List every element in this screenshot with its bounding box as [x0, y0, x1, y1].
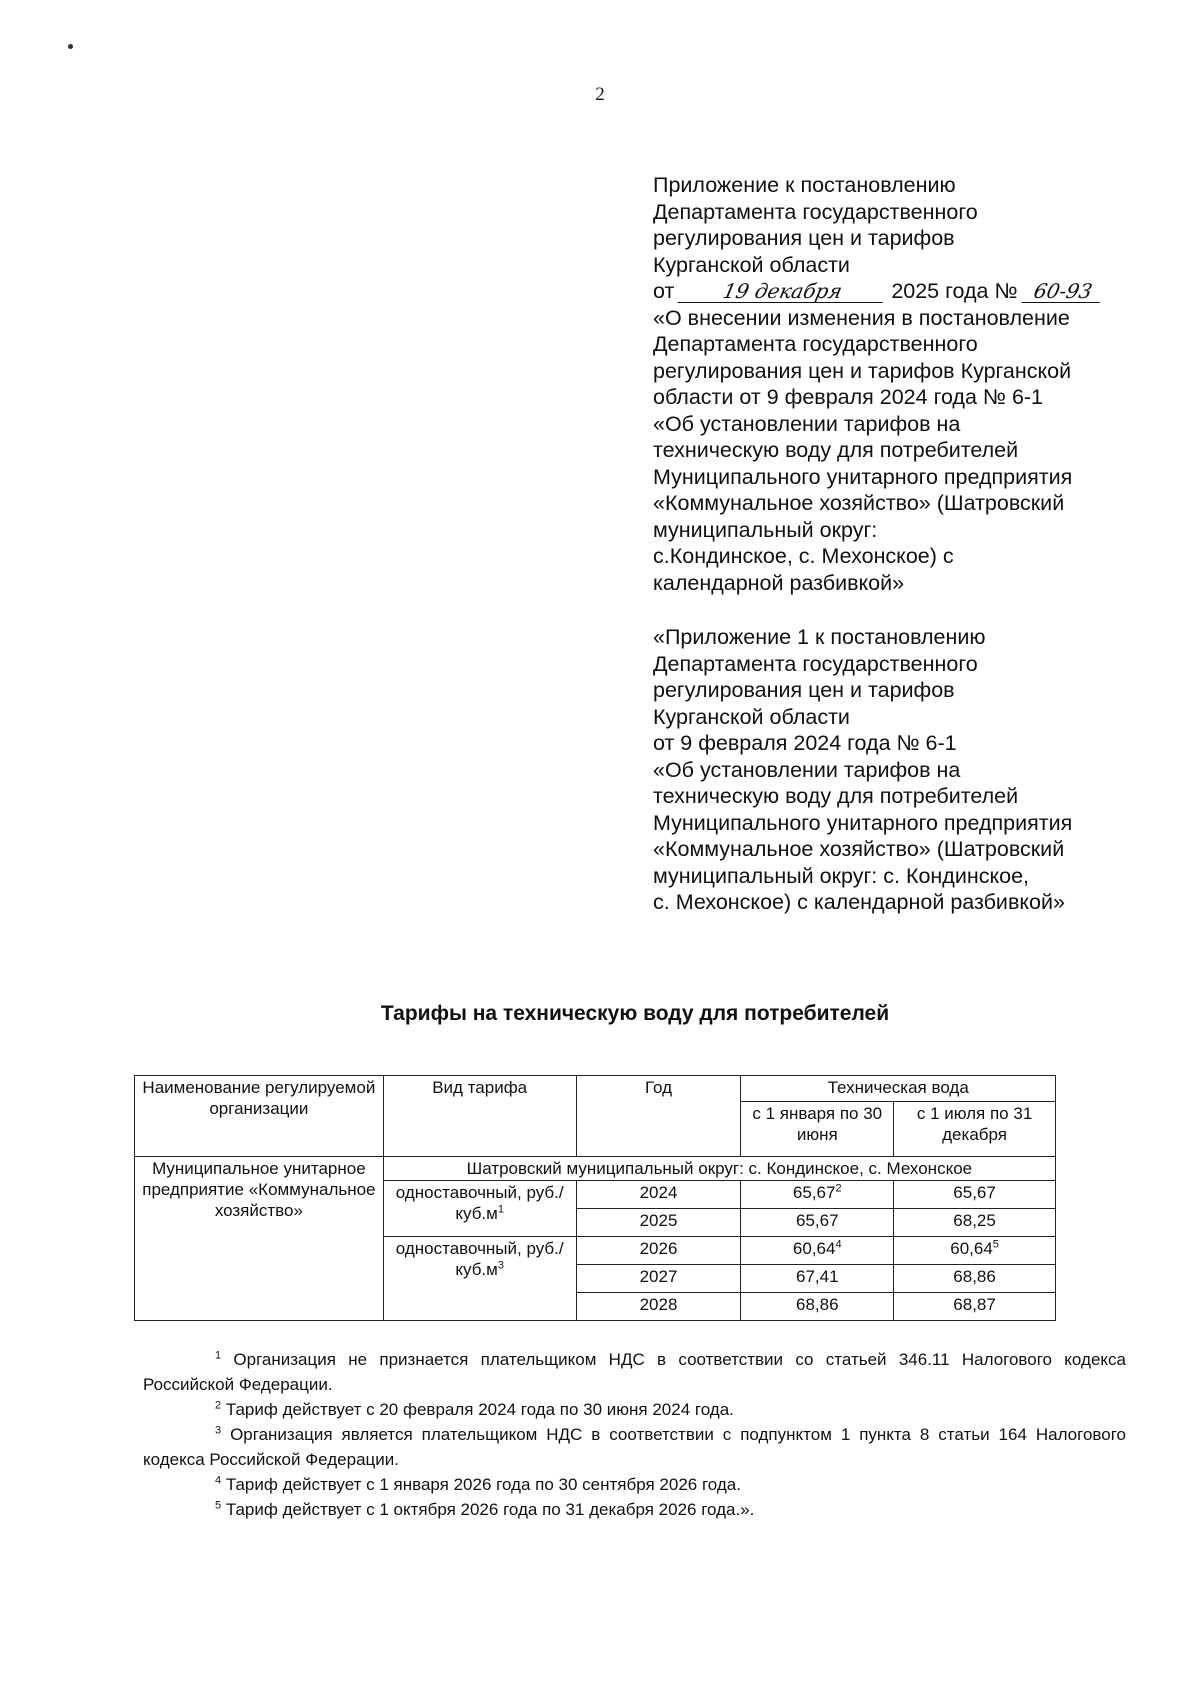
- footnote-number: 2: [215, 1399, 222, 1412]
- footnotes: [143, 1347, 1126, 1522]
- appendix1-line: с. Мехонское) с календарной разбивкой»: [653, 890, 1065, 914]
- handwritten-number: 60-93: [1021, 280, 1104, 303]
- amendment-title-line: «Коммунальное хозяйство» (Шатровский: [653, 491, 1065, 515]
- amendment-title-line: Муниципального унитарного предприятия: [653, 464, 1073, 489]
- tariff-value-cell: [894, 1209, 1056, 1237]
- footnote-number: 5: [215, 1499, 222, 1512]
- header-line: регулирования цен и тарифов: [653, 226, 955, 250]
- footnote-mark: 4: [835, 1238, 842, 1251]
- footnote-text: Тариф действует с 1 января 2026 года по 30 сентября 2026 года.: [225, 1475, 741, 1494]
- amendment-title-line: «О внесении изменения в постановление: [653, 305, 1070, 330]
- tariff-table: [134, 1075, 1056, 1321]
- year-text: 2025 года №: [891, 279, 1018, 303]
- tariff-type-label: одноставочный, руб./куб.м: [395, 1239, 564, 1279]
- footnote-text: Тариф действует с 1 октября 2026 года по 31 декабря 2026 года.».: [225, 1500, 755, 1519]
- footnote-text: Тариф действует с 20 февраля 2024 года по 30 июня 2024 года.: [225, 1400, 734, 1419]
- header-period-2: с 1 июля по 31 декабря: [894, 1102, 1056, 1157]
- amendment-title-line: муниципальный округ:: [653, 517, 878, 542]
- tariff-type-cell: [383, 1181, 576, 1237]
- footnote: [143, 1472, 1126, 1497]
- header-technical-water: Техническая вода: [741, 1076, 1056, 1102]
- header-line: Департамента государственного: [653, 199, 978, 224]
- org-name-cell: Муниципальное унитарное предприятие «Коммунальное хозяйство»: [135, 1157, 384, 1321]
- appendix1-line: «Об установлении тарифов на: [653, 757, 961, 782]
- footnote-text: Организация не признается плательщиком НДС в соответствии со статьей 346.11 Налогового кодекса Российской Федерации.: [143, 1350, 1126, 1394]
- tariff-value-cell: [741, 1181, 894, 1209]
- footnote-mark: 5: [992, 1238, 999, 1251]
- tariff-type-cell: [383, 1237, 576, 1321]
- district-cell: Шатровский муниципальный округ: с. Кондинское, с. Мехонское: [383, 1157, 1055, 1181]
- appendix1-line: «Приложение 1 к постановлению: [653, 625, 986, 649]
- header-period-1: с 1 января по 30 июня: [741, 1102, 894, 1157]
- footnote: [143, 1422, 1126, 1472]
- amendment-title-line: с.Кондинское, с. Мехонское) с: [653, 544, 954, 568]
- tariff-value: 68,25: [953, 1211, 996, 1230]
- appendix1-line: муниципальный округ: с. Кондинское,: [653, 863, 1030, 888]
- footnote: [143, 1497, 1126, 1522]
- amendment-title-line: техническую воду для потребителей: [653, 438, 1019, 462]
- footnote-number: 1: [215, 1349, 222, 1362]
- tariff-value: 68,87: [953, 1295, 996, 1314]
- tariff-value-cell: [894, 1265, 1056, 1293]
- year-cell: 2024: [576, 1181, 741, 1209]
- tariff-value: 68,86: [795, 1295, 839, 1314]
- year-cell: 2025: [576, 1209, 741, 1237]
- appendix1-line: Департамента государственного: [653, 651, 978, 676]
- tariff-type-label: одноставочный, руб./куб.м: [395, 1183, 564, 1223]
- header-line: Курганской области: [653, 252, 850, 277]
- appendix1-line: от 9 февраля 2024 года № 6-1: [653, 731, 957, 755]
- header-line: Приложение к постановлению: [653, 173, 956, 197]
- tariff-value-cell: [894, 1181, 1056, 1209]
- footnote-number: 3: [215, 1424, 222, 1437]
- year-cell: 2028: [576, 1293, 741, 1321]
- appendix1-line: Муниципального унитарного предприятия: [653, 810, 1073, 835]
- footnote-mark: 1: [497, 1203, 504, 1216]
- tariff-value: 65,67: [792, 1183, 836, 1202]
- footnote-text: Организация является плательщиком НДС в соответствии с подпунктом 1 пункта 8 статьи 164 Налогового кодекса Российской Федерации.: [143, 1425, 1126, 1469]
- footnote-mark: 2: [835, 1182, 842, 1195]
- amendment-title-line: Департамента государственного: [653, 332, 978, 356]
- header-tariff-type: Вид тарифа: [383, 1076, 576, 1157]
- year-cell: 2026: [576, 1237, 741, 1265]
- amendment-title-line: регулирования цен и тарифов Курганской: [653, 358, 1072, 383]
- page-number: 2: [595, 84, 605, 105]
- handwritten-date: 19 декабря: [678, 280, 888, 303]
- appendix1-line: Курганской области: [653, 704, 850, 729]
- tariff-value-cell: [741, 1237, 894, 1265]
- tariff-value: 65,67: [795, 1211, 839, 1230]
- tariff-value-cell: [741, 1293, 894, 1321]
- footnote: [143, 1347, 1126, 1397]
- appendix1-line: регулирования цен и тарифов: [653, 678, 955, 702]
- tariff-value-cell: [894, 1293, 1056, 1321]
- table-title: Тарифы на техническую воду для потребителей: [380, 1002, 890, 1025]
- header-org: Наименование регулируемой организации: [135, 1076, 384, 1157]
- amendment-title-line: календарной разбивкой»: [653, 570, 905, 595]
- year-cell: 2027: [576, 1265, 741, 1293]
- tariff-value-cell: [894, 1237, 1056, 1265]
- scan-speck: [68, 44, 73, 49]
- tariff-value-cell: [741, 1209, 894, 1237]
- footnote: [143, 1397, 1126, 1422]
- tariff-value: 65,67: [953, 1183, 996, 1202]
- tariff-value: 67,41: [795, 1267, 839, 1286]
- appendix1-line: «Коммунальное хозяйство» (Шатровский: [653, 837, 1065, 861]
- amendment-title-line: области от 9 февраля 2024 года № 6-1: [653, 385, 1044, 409]
- date-prefix: от: [653, 279, 675, 303]
- tariff-value: 68,86: [953, 1267, 996, 1286]
- appendix-header: [653, 172, 1133, 916]
- resolution-date-line: [653, 278, 1133, 305]
- footnote-mark: 3: [497, 1259, 504, 1272]
- appendix1-line: техническую воду для потребителей: [653, 784, 1019, 808]
- tariff-value-cell: [741, 1265, 894, 1293]
- footnote-number: 4: [215, 1474, 222, 1487]
- amendment-title-line: «Об установлении тарифов на: [653, 411, 961, 436]
- tariff-value: 60,64: [950, 1239, 993, 1258]
- tariff-value: 60,64: [792, 1239, 836, 1258]
- header-year: Год: [576, 1076, 741, 1157]
